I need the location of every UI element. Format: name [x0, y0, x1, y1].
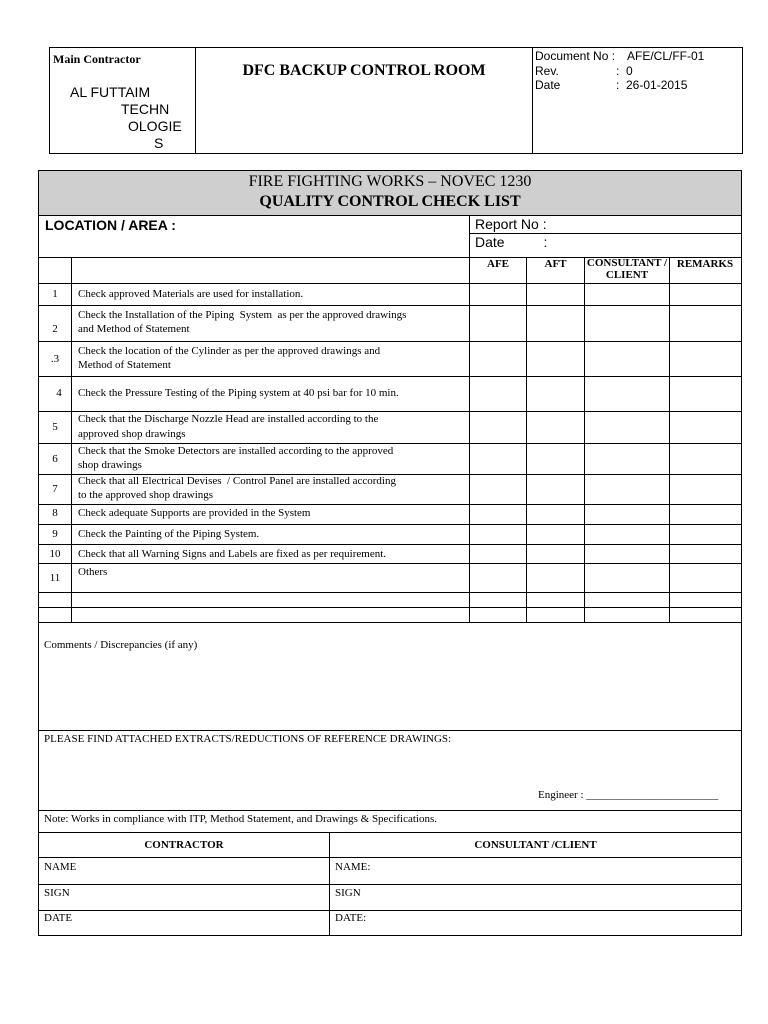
item-number: 8: [52, 507, 58, 519]
rev-label: Rev.: [535, 64, 559, 78]
consultant-client-header: CONSULTANT /CLIENT: [474, 839, 597, 851]
item-text: Others: [78, 566, 108, 578]
report-date-label: Date :: [475, 234, 548, 250]
contractor-sign-label: SIGN: [44, 887, 70, 899]
engineer-signature-line: Engineer : ________________________: [538, 789, 719, 801]
report-no-label: Report No :: [475, 216, 547, 232]
item-number: 7: [52, 483, 58, 495]
item-number: 2: [52, 323, 58, 335]
item-text: Check adequate Supports are provided in the System: [78, 507, 311, 519]
comments-label: Comments / Discrepancies (if any): [44, 639, 198, 651]
item-text: Check that the Smoke Detectors are installed according to the approved: [78, 445, 394, 457]
contractor-header: CONTRACTOR: [144, 839, 224, 851]
company-line-1: AL FUTTAIM: [70, 84, 151, 100]
date-label: Date: [535, 78, 561, 92]
attached-drawings-label: PLEASE FIND ATTACHED EXTRACTS/REDUCTIONS OF REFERENCE DRAWINGS:: [44, 733, 452, 745]
item-number: 6: [52, 453, 58, 465]
location-area-label: LOCATION / AREA :: [45, 217, 176, 233]
compliance-note: Note: Works in compliance with ITP, Method Statement, and Drawings & Specifications.: [44, 813, 438, 825]
item-text: Check that the Discharge Nozzle Head are installed according to the: [78, 413, 379, 425]
contractor-date-label: DATE: [44, 912, 73, 924]
item-number: 11: [49, 572, 61, 584]
item-text: Check that all Warning Signs and Labels are fixed as per requirement.: [78, 548, 387, 560]
consultant-name-label: NAME:: [335, 861, 371, 873]
item-number: 1: [52, 288, 58, 300]
column-remarks: REMARKS: [676, 258, 734, 270]
checklist-title-line-2: QUALITY CONTROL CHECK LIST: [259, 193, 521, 210]
consultant-date-label: DATE:: [335, 912, 367, 924]
document-no-value: AFE/CL/FF-01: [627, 49, 705, 63]
column-aft: AFT: [544, 258, 567, 270]
item-text: Method of Statement: [78, 359, 171, 371]
item-text: and Method of Statement: [78, 323, 190, 335]
contractor-name-label: NAME: [44, 861, 77, 873]
item-text: Check that all Electrical Devises / Control Panel are installed according: [78, 475, 396, 487]
checklist-title-line-1: FIRE FIGHTING WORKS – NOVEC 1230: [248, 173, 532, 190]
item-text: Check the Pressure Testing of the Piping system at 40 psi bar for 10 min.: [78, 387, 399, 399]
item-number: 9: [52, 528, 58, 540]
rev-value: : 0: [616, 64, 633, 78]
project-title: DFC BACKUP CONTROL ROOM: [242, 62, 486, 79]
item-number: 4: [56, 387, 62, 399]
item-text: approved shop drawings: [78, 428, 186, 440]
item-text: shop drawings: [78, 459, 142, 471]
item-text: to the approved shop drawings: [78, 489, 214, 501]
main-contractor-label: Main Contractor: [53, 52, 141, 66]
column-afe: AFE: [487, 258, 509, 270]
item-number: 10: [49, 548, 61, 560]
company-line-2: TECHN: [121, 101, 170, 117]
date-value: : 26-01-2015: [616, 78, 688, 92]
company-line-4: S: [154, 135, 164, 151]
document-no-label: Document No :: [535, 49, 616, 63]
item-number: .3: [50, 353, 60, 365]
column-consultant-client: CONSULTANT / CLIENT: [586, 257, 668, 281]
company-line-3: OLOGIE: [128, 118, 182, 134]
item-text: Check the Installation of the Piping System as per the approved drawings: [78, 309, 407, 321]
item-text: Check the location of the Cylinder as per the approved drawings and: [78, 345, 381, 357]
item-text: Check the Painting of the Piping System.: [78, 528, 260, 540]
item-number: 5: [52, 421, 58, 433]
item-text: Check approved Materials are used for installation.: [78, 288, 304, 300]
consultant-sign-label: SIGN: [335, 887, 361, 899]
